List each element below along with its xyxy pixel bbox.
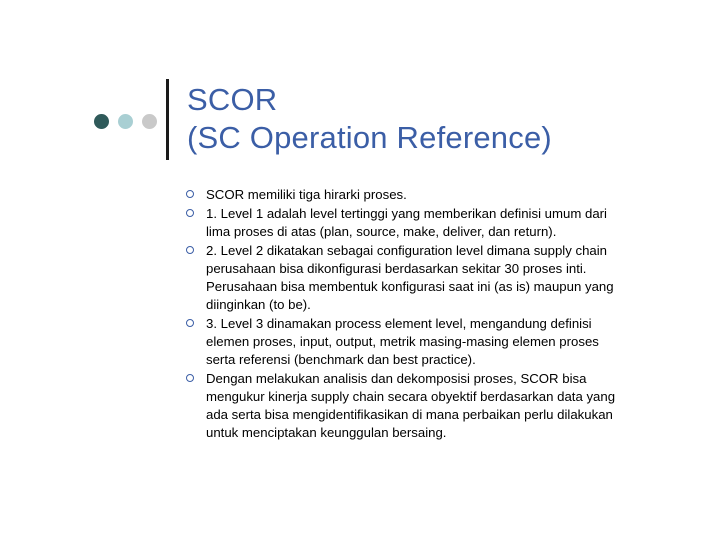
bullet-item (186, 242, 626, 314)
bullet-text: 1. Level 1 adalah level tertinggi yang memberikan definisi umum dari lima proses di atas (plan, source, make, deliver, dan return). (206, 206, 607, 239)
bullet-circle-icon (186, 246, 194, 254)
bullet-item (186, 186, 626, 204)
slide-title (187, 81, 552, 157)
dot-dark (94, 114, 109, 129)
slide-title-line-2: (SC Operation Reference) (187, 120, 552, 155)
bullet-circle-icon (186, 319, 194, 327)
bullet-text: 3. Level 3 dinamakan process element level, mengandung definisi elemen proses, input, output, metrik masing-masing elemen proses serta referensi (benchmark dan best practice). (206, 316, 599, 367)
bullet-list (186, 186, 626, 443)
bullet-text: 2. Level 2 dikatakan sebagai configuration level dimana supply chain perusahaan bisa dikonfigurasi berdasarkan sekitar 30 proses inti. Perusahaan bisa membentuk konfigurasi saat ini (as is) maupun yang diinginkan (to be). (206, 243, 614, 312)
bullet-text: SCOR memiliki tiga hirarki proses. (206, 187, 407, 202)
bullet-circle-icon (186, 374, 194, 382)
bullet-circle-icon (186, 190, 194, 198)
dot-light-teal (118, 114, 133, 129)
dot-gray (142, 114, 157, 129)
bullet-item (186, 315, 626, 369)
decorative-dots (94, 114, 157, 129)
bullet-item (186, 205, 626, 241)
bullet-item (186, 370, 626, 442)
bullet-circle-icon (186, 209, 194, 217)
bullet-text: Dengan melakukan analisis dan dekomposisi proses, SCOR bisa mengukur kinerja supply chain secara obyektif berdasarkan data yang ada serta bisa mengidentifikasikan di mana perbaikan perlu dilakukan untuk menciptakan keunggulan bersaing. (206, 371, 616, 440)
title-divider-bar (166, 79, 169, 160)
slide-title-line-1: SCOR (187, 82, 278, 117)
